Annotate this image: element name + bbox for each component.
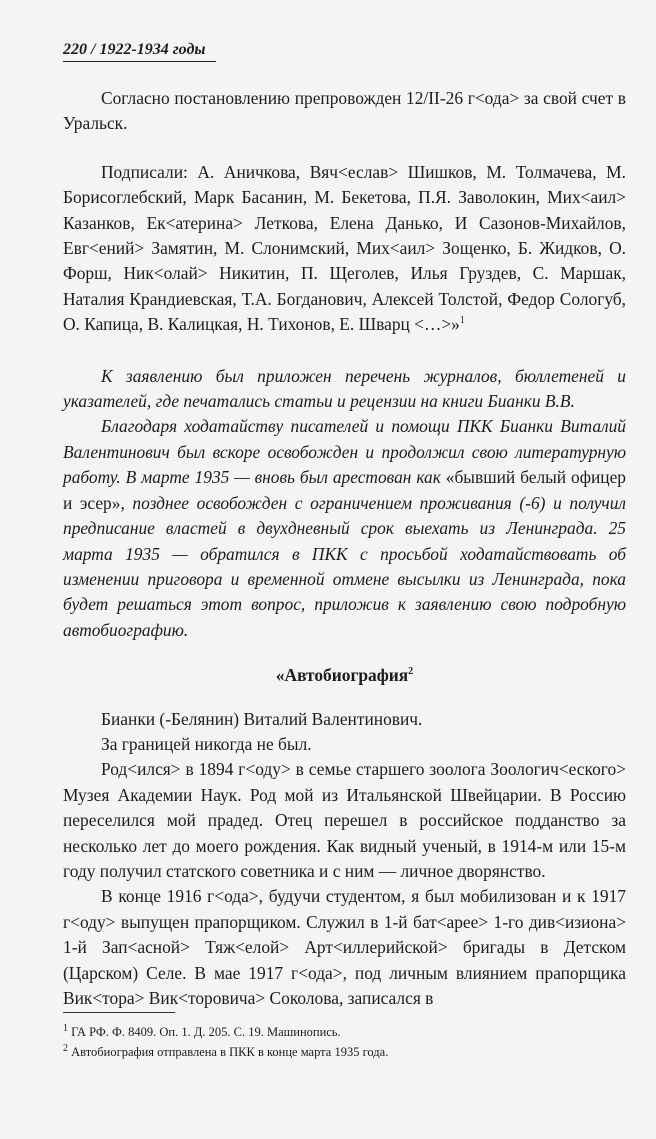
paragraph-transfer: Согласно постановлению препровожден 12/II-26 г<ода> за свой счет в Уральск. xyxy=(63,88,626,134)
release-text-a: Благодаря ходатайству писателей и помощи ПКК Бианки Виталий Валентинович был вскоре освобожден и продолжил свою литературную работу. В марте 1935 — вновь был арестован как xyxy=(63,416,626,488)
footnote-1: $^1$ ГА РФ. Ф. 8409. Оп. 1. Д. 205. С. 19. Машинопись. xyxy=(63,1022,341,1039)
running-head: 220 / 1922-1934 годы xyxy=(63,41,216,62)
body-text xyxy=(63,86,626,1011)
footnotes xyxy=(63,1022,626,1062)
paragraph-release xyxy=(63,414,626,643)
footnote-ref-2: 2 xyxy=(408,666,414,678)
paragraph-name: Бианки (-Белянин) Виталий Валентинович. xyxy=(101,708,423,729)
footnote-divider xyxy=(63,1012,175,1013)
footnote-2: $^2$ Автобиография отправлена в ПКК в конце марта 1935 года. xyxy=(63,1042,389,1059)
paragraph-abroad: За границей никогда не был. xyxy=(101,733,312,754)
release-quote: «бывший белый офицер и эсер» xyxy=(63,467,627,513)
footnote-ref-1: 1 xyxy=(459,315,465,327)
paragraph-service: В конце 1916 г<ода>, будучи студентом, я был мобилизован и к 1917 г<оду> выпущен прапорщиком. Служил в 1-й бат<арее> 1-го див<изиона> 1-й Зап<асной> Тяж<елой> Арт<иллерийской> бригады в Детском (Царском) Селе. В мае 1917 г<ода>, под личным влиянием прапорщика Вик<тора> Вик<торовича> Соколова, записался в xyxy=(63,886,626,1008)
signatories-text: Подписали: А. Аничкова, Вяч<еслав> Шишков, М. Толмачева, М. Борисоглебский, Марк Басанин, М. Бекетова, П.Я. Заволокин, Мих<аил> Казанков, Ек<атерина> Леткова, Елена Данько, И Сазонов-Михайлов, Евг<ений> Замятин, М. Слонимский, Мих<аил> Зощенко, Б. Жидков, О. Форш, Ник<олай> Никитин, П. Щеголев, Илья Груздев, С. Маршак, Наталия Крандиевская, Т.А. Богданович, Алексей Толстой, Федор Сологуб, О. Капица, В. Калицкая, Н. Тихонов, Е. Шварц <…>» xyxy=(63,161,626,335)
paragraph-birth: Род<ился> в 1894 г<оду> в семье старшего зоолога Зоологич<еского> Музея Академии Наук. Род мой из Итальянской Швейцарии. В Россию переселился мой прадед. Отец перешел в российское подданство за несколько лет до моего рождения. Как видный ученый, в 1914-м или 15-м году получил статского советника и с ним — личное дворянство. xyxy=(63,759,626,881)
paragraph-signatories xyxy=(63,160,626,338)
release-text-b: , позднее освобожден с ограничением проживания (-6) и получил предписание властей в двухдневный срок выехать из Ленинграда. 25 марта 1935 — обратился в ПКК с просьбой ходатайствовать об изменении приговора и временной отмене высылки из Ленинграда, пока будет решаться этот вопрос, приложив к заявлению свою подробную автобиографию. xyxy=(63,492,626,640)
section-heading xyxy=(63,663,626,688)
heading-text: «Автобиография xyxy=(275,665,409,686)
paragraph-editorial-note: К заявлению был приложен перечень журналов, бюллетеней и указателей, где печатались статьи и рецензии на книги Бианки В.В. xyxy=(63,365,626,412)
